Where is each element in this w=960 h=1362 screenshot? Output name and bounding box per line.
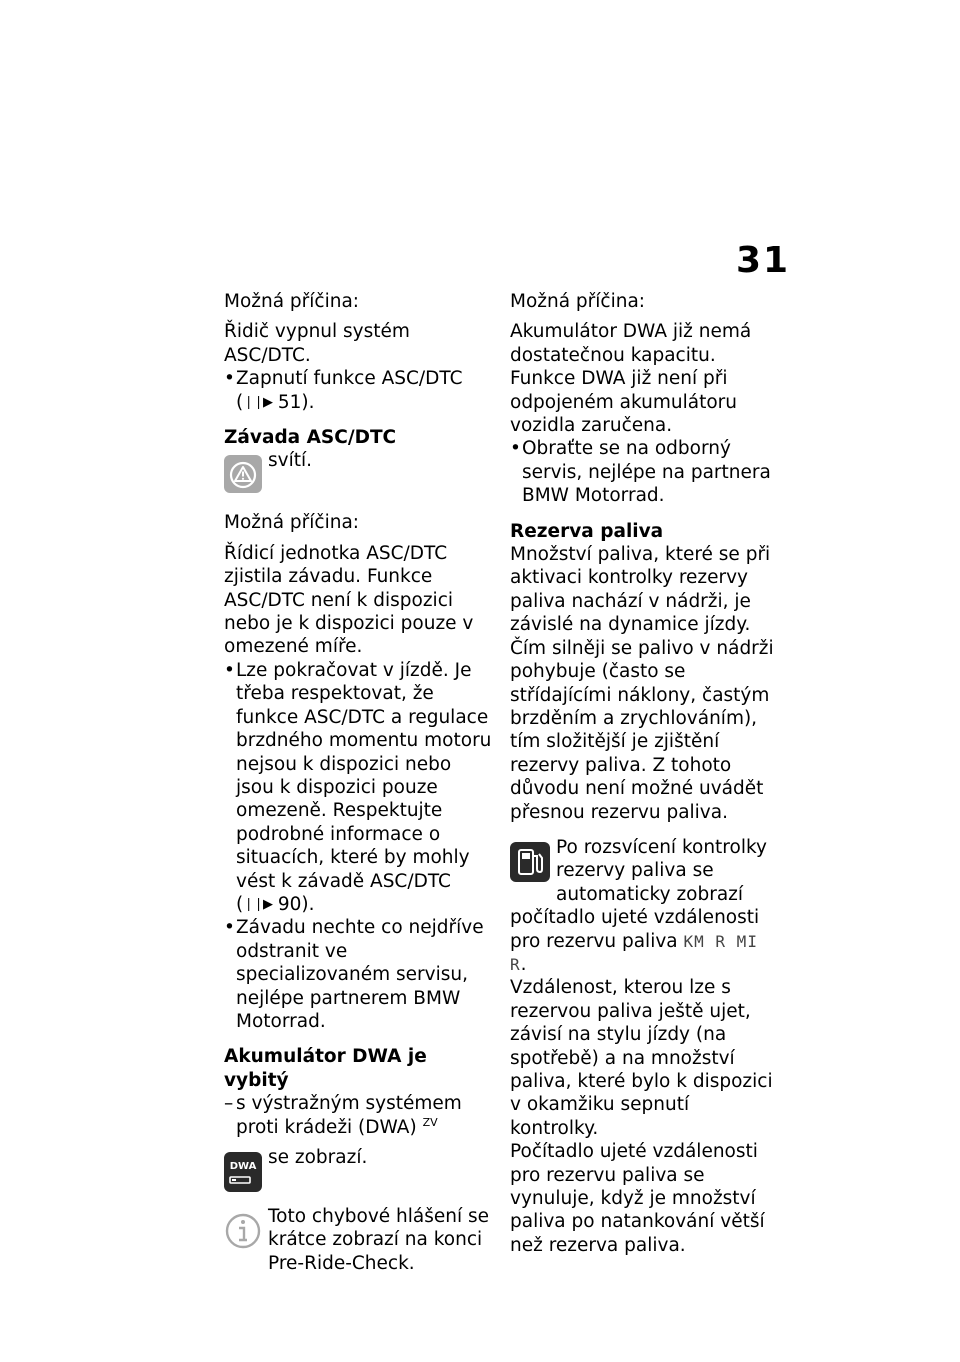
bullet-item: • Obraťte se na odborný servis, nejlépe na partnera BMW Motorrad. xyxy=(510,437,776,507)
section-heading-fuel: Rezerva paliva xyxy=(510,520,664,542)
svg-text:DWA: DWA xyxy=(229,1161,257,1172)
asc-warning-icon xyxy=(224,455,262,493)
asc-icon-text: svítí. xyxy=(268,450,313,472)
bullet-item: • Zapnutí funkce ASC/DTC (❘❘▶ 51). xyxy=(224,367,492,414)
fuel-text: Množství paliva, které se při aktivaci kontrolky rezervy paliva nachází v nádrži, je závislé na dynamice jízdy. Čím silněji se palivo v nádrži pohybuje (často se střídajícími náklony, častým brzděním a zrychlováním), tím složitější je zjištění rezervy paliva. Z tohoto důvodu není možné uvádět přesnou rezervu paliva. xyxy=(510,544,774,823)
info-note xyxy=(224,1205,492,1275)
page-reference[interactable]: 90). xyxy=(272,893,315,915)
reference-arrow-icon: ❘❘▶ xyxy=(243,896,273,912)
reference-arrow-icon: ❘❘▶ xyxy=(243,394,273,410)
display-text: KM R MI R xyxy=(510,931,758,974)
cause-label: Možná příčina: xyxy=(510,291,646,312)
info-text: Toto chybové hlášení se krátce zobrazí na konci Pre-Ride-Check. xyxy=(268,1206,490,1274)
reset-text: Počítadlo ujeté vzdálenosti pro rezervu paliva se vynuluje, když je množství paliva po natankování větší než rezerva paliva. xyxy=(510,1141,765,1256)
cause-text: Řidič vypnul systém ASC/DTC. xyxy=(224,321,410,366)
cause-label: Možná příčina: xyxy=(224,291,360,312)
distance-text: Vzdálenost, kterou lze s rezervou paliva ještě ujet, závisí na stylu jízdy (na spotřebě) a na množství paliva, které bylo k dispozici v okamžiku sepnutí kontrolky. xyxy=(510,977,773,1139)
equipment-code: ZV xyxy=(422,1115,438,1129)
fuel-icon-text: Po rozsvícení kontrolky rezervy paliva se automaticky zobrazí počítadlo ujeté vzdálenosti pro rezervu paliva KM R MI R. xyxy=(510,836,767,975)
left-column xyxy=(224,290,492,1275)
cause-text: Akumulátor DWA již nemá dostatečnou kapacitu. Funkce DWA již není při odpojeném akumulátoru vozidla zaručena. xyxy=(510,321,752,437)
page-reference[interactable]: 51). xyxy=(272,391,315,413)
cause-label: Možná příčina: xyxy=(224,512,360,534)
fuel-icon-block xyxy=(510,836,776,976)
page-number: 31 xyxy=(736,240,791,281)
asc-icon-block xyxy=(224,449,492,499)
bullet-item: • Závadu nechte co nejdříve odstranit ve specializovaném servisu, nejlépe partnerem BMW Motorrad. xyxy=(224,916,492,1033)
section-heading-asc: Závada ASC/DTC xyxy=(224,427,397,449)
dwa-battery-icon xyxy=(224,1152,262,1192)
dwa-icon-block xyxy=(224,1146,492,1198)
right-column xyxy=(510,290,776,1257)
fuel-reserve-icon xyxy=(510,842,550,882)
info-icon xyxy=(224,1211,262,1251)
cause-text: Řídicí jednotka ASC/DTC zjistila závadu. Funkce ASC/DTC není k dispozici nebo je k dispozici pouze v omezené míře. xyxy=(224,542,474,658)
bullet-item: • Lze pokračovat v jízdě. Je třeba respektovat, že funkce ASC/DTC a regulace brzdného momentu motoru nejsou k dispozici nebo jsou k dispozici pouze omezeně. Respektujte podrobné informace o situacích, které by mohly vést k závadě ASC/DTC (❘❘▶ 90). xyxy=(224,659,492,916)
section-heading-dwa: Akumulátor DWA je vybitý xyxy=(224,1046,427,1091)
dwa-icon-text: se zobrazí. xyxy=(268,1147,368,1168)
dash-item: – s výstražným systémem proti krádeži (DWA) $^{ZV}$ xyxy=(224,1092,492,1139)
